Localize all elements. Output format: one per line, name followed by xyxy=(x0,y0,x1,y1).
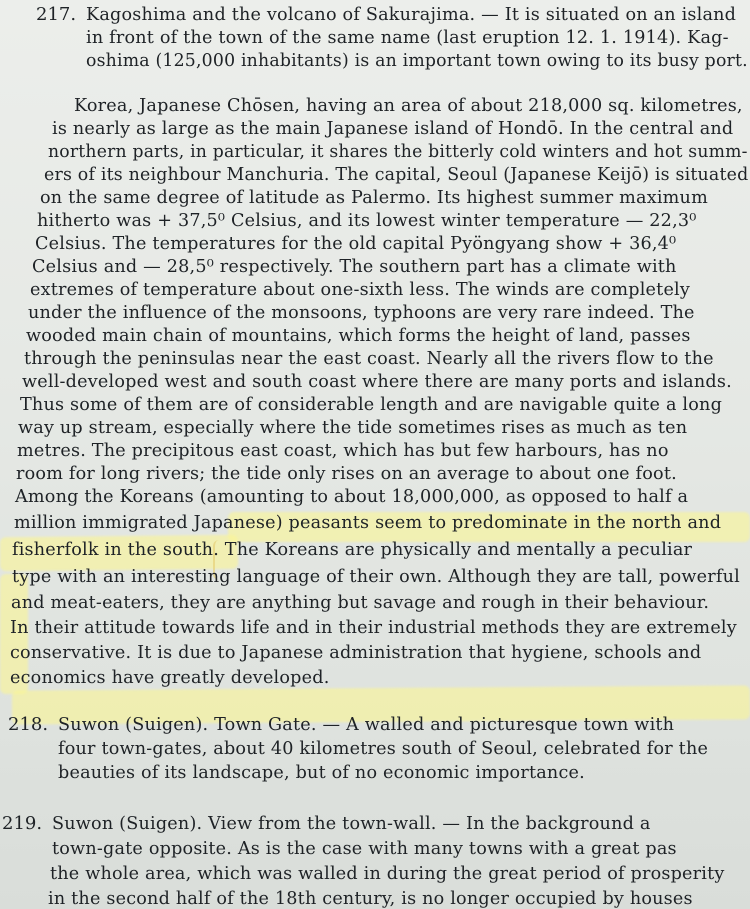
text-line: Among the Koreans (amounting to about 18,000,000, as opposed to half a xyxy=(15,487,689,507)
text-line: the whole area, which was walled in during the great period of prosperity xyxy=(50,864,725,884)
text-line: well-developed west and south coast where there are many ports and islands. xyxy=(22,372,732,392)
text-line: in the second half of the 18th century, is no longer occupied by houses xyxy=(48,889,693,909)
text-line: Suwon (Suigen). Town Gate. — A walled and picturesque town with xyxy=(58,715,675,735)
text-line: northern parts, in particular, it shares the bitterly cold winters and hot summ- xyxy=(48,142,748,162)
text-line: Suwon (Suigen). View from the town-wall. — In the background a xyxy=(52,814,651,834)
text-line: is nearly as large as the main Japanese island of Hondō. In the central and xyxy=(52,119,734,139)
text-line: and meat-eaters, they are anything but savage and rough in their behaviour. xyxy=(11,593,710,613)
text-line: ers of its neighbour Manchuria. The capital, Seoul (Japanese Keijō) is situated xyxy=(44,165,749,185)
text-line: under the influence of the monsoons, typhoons are very rare indeed. The xyxy=(28,303,695,323)
text-line: hitherto was + 37,5⁰ Celsius, and its lowest winter temperature — 22,3⁰ xyxy=(37,211,697,231)
text-line: room for long rivers; the tide only rises on an average to about one foot. xyxy=(16,464,677,484)
text-line: Celsius. The temperatures for the old capital Pyöngyang show + 36,4⁰ xyxy=(35,234,677,254)
text-line: beauties of its landscape, but of no economic importance. xyxy=(58,763,585,783)
entry-number-218: 218. xyxy=(8,714,49,735)
text-line: wooded main chain of mountains, which forms the height of land, passes xyxy=(26,326,691,346)
text-line: economics have greatly developed. xyxy=(10,668,330,688)
text-line: conservative. It is due to Japanese administration that hygiene, schools and xyxy=(10,643,702,663)
text-line: on the same degree of latitude as Palermo. Its highest summer maximum xyxy=(40,188,708,208)
text-line: in front of the town of the same name (last eruption 12. 1. 1914). Kag- xyxy=(86,28,729,48)
text-line: Thus some of them are of considerable length and are navigable quite a long xyxy=(20,395,723,415)
text-line: In their attitude towards life and in their industrial methods they are extremely xyxy=(10,618,737,638)
text-line: fisherfolk in the south. The Koreans are physically and mentally a peculiar xyxy=(12,540,693,560)
entry-number-219: 219. xyxy=(2,813,43,834)
text-line: oshima (125,000 inhabitants) is an important town owing to its busy port. xyxy=(86,51,748,71)
entry-number-217: 217. xyxy=(36,4,77,25)
text-line: Celsius and — 28,5⁰ respectively. The southern part has a climate with xyxy=(32,257,677,277)
text-line: million immigrated Japanese) peasants seem to predominate in the north and xyxy=(14,513,722,533)
text-line: type with an interesting language of their own. Although they are tall, powerful xyxy=(12,567,740,587)
text-line: town-gate opposite. As is the case with many towns with a great pas xyxy=(52,839,677,859)
text-line: extremes of temperature about one-sixth less. The winds are completely xyxy=(30,280,691,300)
text-line: way up stream, especially where the tide sometimes rises as much as ten xyxy=(18,418,688,438)
text-line: through the peninsulas near the east coast. Nearly all the rivers flow to the xyxy=(24,349,714,369)
text-line: Kagoshima and the volcano of Sakurajima. — It is situated on an island xyxy=(86,5,737,25)
text-line: metres. The precipitous east coast, which has but few harbours, has no xyxy=(17,441,669,461)
text-line: Korea, Japanese Chōsen, having an area of about 218,000 sq. kilometres, xyxy=(74,96,743,116)
text-line: four town-gates, about 40 kilometres south of Seoul, celebrated for the xyxy=(58,739,709,759)
